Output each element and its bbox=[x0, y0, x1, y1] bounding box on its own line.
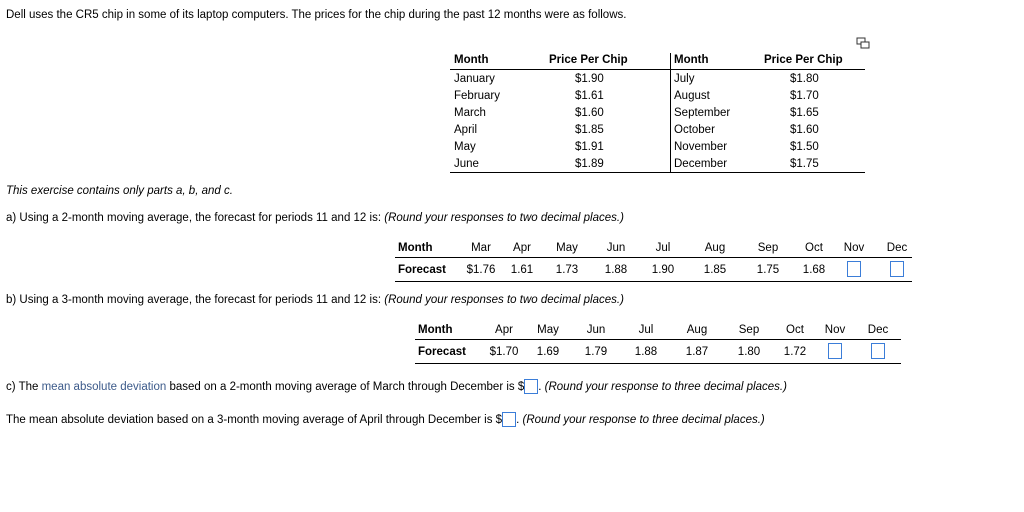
mad-definition-link[interactable]: mean absolute deviation bbox=[41, 381, 167, 393]
part-a-question bbox=[6, 212, 624, 224]
part-b-question-text: b) Using a 3-month moving average, the forecast for periods 11 and 12 is: bbox=[6, 294, 382, 306]
month-header-cell: Jun bbox=[586, 324, 606, 336]
forecast-value-cell: 1.69 bbox=[536, 346, 560, 358]
forecast-value-cell: 1.68 bbox=[802, 264, 826, 276]
month-cell: October bbox=[674, 124, 715, 136]
month-cell: December bbox=[674, 158, 728, 170]
forecast-table-3month bbox=[415, 320, 901, 365]
forecast-value-cell: 1.90 bbox=[651, 264, 675, 276]
price-cell: $1.75 bbox=[790, 158, 819, 170]
month-header-cell: May bbox=[556, 242, 578, 254]
forecast-value-cell: 1.75 bbox=[756, 264, 780, 276]
month-cell: May bbox=[454, 141, 476, 153]
forecast-value-cell: 1.88 bbox=[634, 346, 658, 358]
month-cell: June bbox=[454, 158, 479, 170]
price-cell: $1.61 bbox=[575, 90, 604, 102]
month-header-cell: Mar bbox=[471, 242, 491, 254]
month-cell: March bbox=[454, 107, 486, 119]
month-header-cell: Oct bbox=[786, 324, 804, 336]
month-header-cell: Apr bbox=[495, 324, 513, 336]
month-header-cell: Oct bbox=[805, 242, 823, 254]
mad-2month-input[interactable] bbox=[524, 379, 538, 394]
month-header-cell: Jul bbox=[655, 242, 671, 254]
part-c-question bbox=[6, 379, 787, 394]
row-label-forecast: Forecast bbox=[418, 346, 466, 358]
price-cell: $1.70 bbox=[790, 90, 819, 102]
forecast-table-bottom bbox=[395, 281, 912, 282]
part-c2-suffix: . bbox=[516, 414, 520, 426]
header-month-left: Month bbox=[454, 54, 489, 66]
parts-note: This exercise contains only parts a, b, and c. bbox=[6, 185, 233, 197]
part-c-hint: (Round your response to three decimal places.) bbox=[544, 381, 787, 393]
month-header-cell: Apr bbox=[513, 242, 531, 254]
month-header-cell: Jul bbox=[638, 324, 654, 336]
month-header-cell: Dec bbox=[867, 324, 889, 336]
forecast-value-cell: 1.85 bbox=[703, 264, 727, 276]
table-header-divider bbox=[450, 69, 865, 70]
forecast-value-cell: 1.73 bbox=[555, 264, 579, 276]
price-cell: $1.89 bbox=[575, 158, 604, 170]
row-label-month: Month bbox=[398, 242, 433, 254]
header-price-right: Price Per Chip bbox=[764, 54, 843, 66]
forecast-table-divider bbox=[415, 339, 901, 340]
forecast-value-cell: 1.72 bbox=[783, 346, 807, 358]
forecast-value-cell: 1.88 bbox=[604, 264, 628, 276]
forecast-value-cell: 1.87 bbox=[685, 346, 709, 358]
price-cell: $1.60 bbox=[790, 124, 819, 136]
forecast-table-divider bbox=[395, 257, 912, 258]
price-cell: $1.50 bbox=[790, 141, 819, 153]
forecast-table-2month bbox=[395, 238, 912, 283]
part-c2-question bbox=[6, 412, 765, 427]
month-cell: November bbox=[674, 141, 728, 153]
month-cell: August bbox=[674, 90, 710, 102]
part-c2-text: The mean absolute deviation based on a 3-month moving average of April through December is $ bbox=[6, 414, 503, 426]
part-b-hint: (Round your responses to two decimal places.) bbox=[384, 294, 624, 306]
price-cell: $1.90 bbox=[575, 73, 604, 85]
month-cell: April bbox=[454, 124, 478, 136]
header-price-left: Price Per Chip bbox=[549, 54, 628, 66]
month-cell: February bbox=[454, 90, 501, 102]
price-table bbox=[450, 53, 865, 174]
month-header-cell: Dec bbox=[886, 242, 908, 254]
month-header-cell: Aug bbox=[686, 324, 708, 336]
table-column-divider bbox=[670, 53, 671, 173]
month-header-cell: Jun bbox=[606, 242, 626, 254]
part-a-hint: (Round your responses to two decimal places.) bbox=[384, 212, 624, 224]
problem-intro: Dell uses the CR5 chip in some of its laptop computers. The prices for the chip during the past 12 months were as follows. bbox=[6, 9, 627, 21]
price-cell: $1.91 bbox=[575, 141, 604, 153]
part-c-suffix: . bbox=[538, 381, 542, 393]
price-cell: $1.65 bbox=[790, 107, 819, 119]
month-header-cell: Sep bbox=[757, 242, 779, 254]
copy-data-icon[interactable] bbox=[856, 37, 870, 49]
forecast-value-cell: 1.80 bbox=[737, 346, 761, 358]
month-cell: July bbox=[674, 73, 695, 85]
part-c-prefix: c) The bbox=[6, 381, 39, 393]
month-cell: September bbox=[674, 107, 731, 119]
forecast-input[interactable] bbox=[828, 343, 842, 359]
price-cell: $1.85 bbox=[575, 124, 604, 136]
month-cell: January bbox=[454, 73, 495, 85]
price-cell: $1.60 bbox=[575, 107, 604, 119]
month-header-cell: May bbox=[537, 324, 559, 336]
row-label-forecast: Forecast bbox=[398, 264, 446, 276]
month-header-cell: Nov bbox=[824, 324, 846, 336]
part-c-mid: based on a 2-month moving average of March through December is $ bbox=[169, 381, 525, 393]
mad-3month-input[interactable] bbox=[502, 412, 516, 427]
forecast-value-cell: 1.61 bbox=[510, 264, 534, 276]
forecast-input[interactable] bbox=[847, 261, 861, 277]
month-header-cell: Sep bbox=[738, 324, 760, 336]
forecast-value-cell: 1.79 bbox=[584, 346, 608, 358]
row-label-month: Month bbox=[418, 324, 453, 336]
forecast-input[interactable] bbox=[890, 261, 904, 277]
part-c2-hint: (Round your response to three decimal places.) bbox=[522, 414, 765, 426]
month-header-cell: Aug bbox=[704, 242, 726, 254]
forecast-table-bottom bbox=[415, 363, 901, 364]
table-bottom-divider bbox=[450, 172, 865, 173]
part-b-question bbox=[6, 294, 624, 306]
forecast-value-cell: $1.76 bbox=[466, 264, 496, 276]
forecast-input[interactable] bbox=[871, 343, 885, 359]
part-a-question-text: a) Using a 2-month moving average, the forecast for periods 11 and 12 is: bbox=[6, 212, 382, 224]
month-header-cell: Nov bbox=[843, 242, 865, 254]
header-month-right: Month bbox=[674, 54, 709, 66]
price-cell: $1.80 bbox=[790, 73, 819, 85]
forecast-value-cell: $1.70 bbox=[489, 346, 519, 358]
